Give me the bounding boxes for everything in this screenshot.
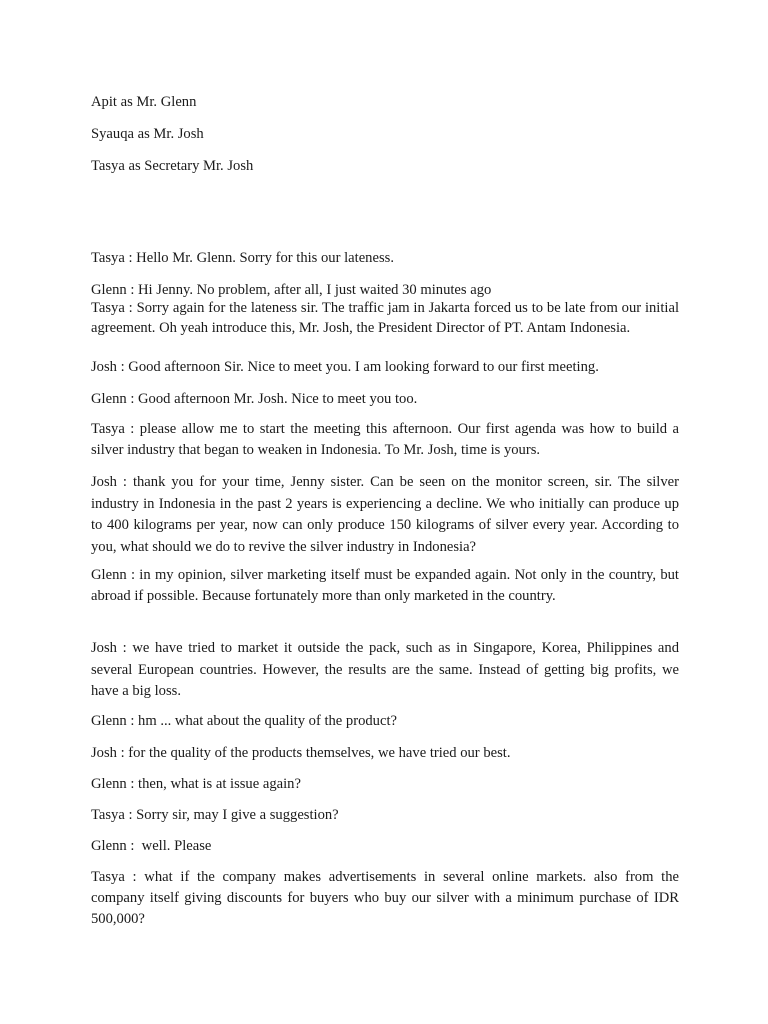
dialogue-line: Glenn : Good afternoon Mr. Josh. Nice to meet you too. <box>91 391 418 407</box>
cast-line-secretary: Tasya as Secretary Mr. Josh <box>91 158 254 174</box>
dialogue-line: Glenn : well. Please <box>91 838 212 854</box>
cast-line-josh: Syauqa as Mr. Josh <box>91 126 204 142</box>
dialogue-line: Tasya : what if the company makes advertisements in several online markets. also from the company itself giving discounts for buyers who buy our silver with a minimum purchase of IDR 500,000? <box>91 869 679 927</box>
dialogue-line: Josh : thank you for your time, Jenny sister. Can be seen on the monitor screen, sir. The silver industry in Indonesia in the past 2 years is experiencing a decline. We who initially can produce up to 400 kilograms per year, now can only produce 150 kilograms of silver every year. According to you, what should we do to revive the silver industry in Indonesia? <box>91 474 679 555</box>
dialogue-line: Josh : we have tried to market it outside the pack, such as in Singapore, Korea, Philippines and several European countries. However, the results are the same. Instead of getting big profits, we have a big loss. <box>91 640 679 699</box>
dialogue-line: Tasya : please allow me to start the meeting this afternoon. Our first agenda was how to build a silver industry that began to weaken in Indonesia. To Mr. Josh, time is yours. <box>91 421 679 458</box>
dialogue-line: Tasya : Sorry sir, may I give a suggestion? <box>91 807 339 823</box>
dialogue-line: Tasya : Sorry again for the lateness sir. The traffic jam in Jakarta forced us to be late from our initial agreement. Oh yeah introduce this, Mr. Josh, the President Director of PT. Antam Indonesia. <box>91 300 679 336</box>
dialogue-line: Glenn : in my opinion, silver marketing itself must be expanded again. Not only in the country, but abroad if possible. Because fortunately more than only marketed in the country. <box>91 567 679 604</box>
dialogue-line: Glenn : hm ... what about the quality of the product? <box>91 713 397 729</box>
dialogue-line: Josh : for the quality of the products themselves, we have tried our best. <box>91 745 511 761</box>
dialogue-line: Glenn : Hi Jenny. No problem, after all, I just waited 30 minutes ago <box>91 282 492 298</box>
dialogue-line: Josh : Good afternoon Sir. Nice to meet you. I am looking forward to our first meeting. <box>91 359 599 375</box>
dialogue-line: Tasya : Hello Mr. Glenn. Sorry for this our lateness. <box>91 250 394 266</box>
dialogue-line: Glenn : then, what is at issue again? <box>91 776 301 792</box>
cast-line-glenn: Apit as Mr. Glenn <box>91 94 197 110</box>
